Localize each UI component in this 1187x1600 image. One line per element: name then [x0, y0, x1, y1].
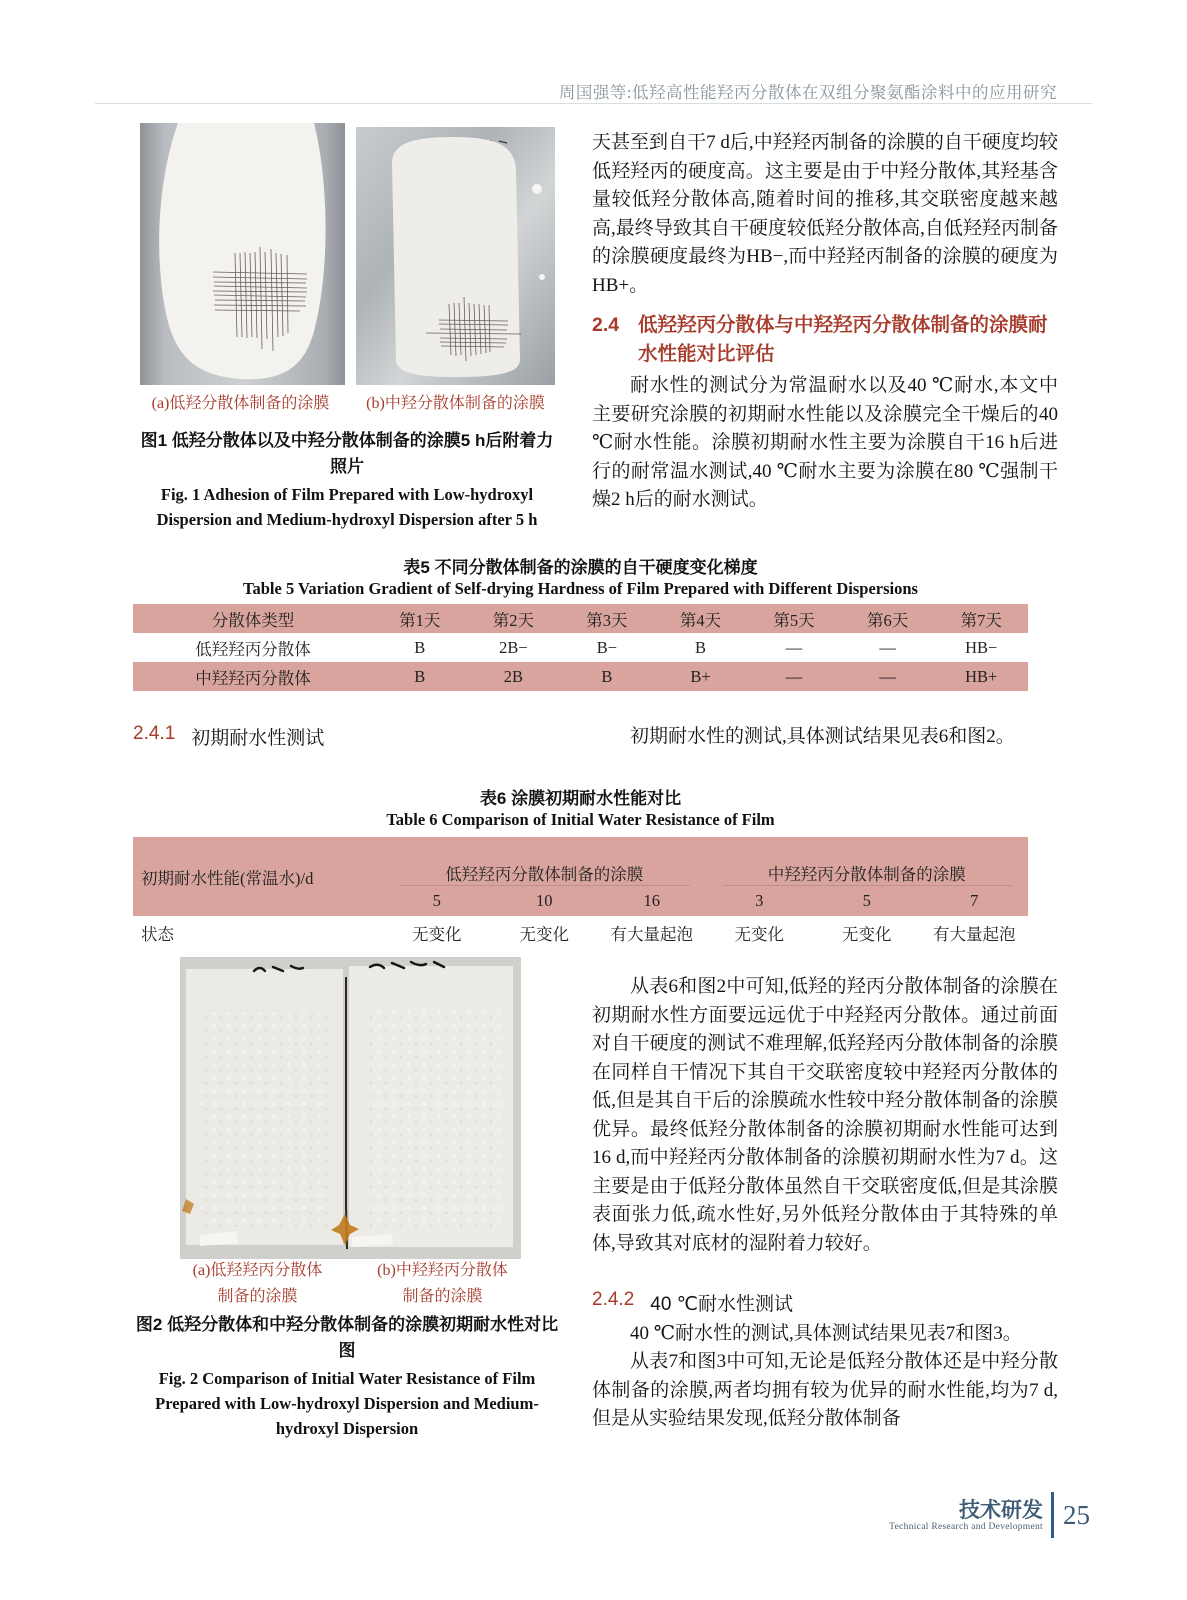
body-paragraph: 初期耐水性的测试,具体测试结果见表6和图2。 [630, 726, 1015, 747]
table5-title-en: Table 5 Variation Gradient of Self-drying Hardness of Film Prepared with Different Dispersions [243, 579, 918, 598]
section-title: 初期耐水性测试 [191, 728, 325, 749]
paint-spot [539, 274, 545, 280]
table5-header-cell: 第2天 [492, 610, 534, 630]
table6-cell: 无变化 [383, 916, 491, 950]
table6-cell: 无变化 [491, 916, 599, 950]
body-paragraph: 从表6和图2中可知,低羟的羟丙分散体制备的涂膜在初期耐水性方面要远远优于中羟羟丙分散体。通过前面对自干硬度的测试不难理解,低羟羟丙分散体制备的涂膜在同样自干情况下其自干交联密度较中羟羟丙分散体的低,但是其自干后的涂膜疏水性较中羟分散体制备的涂膜优异。最终低羟分散体制备的涂膜初期耐水性能可达到16 d,而中羟羟丙分散体制备的涂膜初期耐水性为7 d。这主要是由于低羟分散体虽然自干交联密度低,但是其涂膜表面张力低,疏水性好,另外低羟分散体由于其特殊的单体,导致其对底材的湿附着力较好。 [592, 976, 1058, 1254]
table5-cell: B+ [690, 666, 711, 686]
table5-header-cell: 第1天 [399, 610, 441, 630]
table6-subheader-cell: 5 [432, 891, 441, 910]
table5-cell: B [601, 666, 613, 686]
table5-cell: 中羟羟丙分散体 [195, 668, 311, 688]
table5-cell: — [879, 637, 896, 657]
table6-group1-label: 低羟羟丙分散体制备的涂膜 [399, 837, 690, 886]
footer-divider-bar [1051, 1492, 1054, 1538]
body-paragraph: 耐水性的测试分为常温耐水以及40 ℃耐水,本文中主要研究涂膜的初期耐水性能以及涂膜完全干燥后的40 ℃耐水性能。涂膜初期耐水性主要为涂膜自干16 h后进行的耐常温水测试,40 ℃耐水主要为涂膜在80 ℃强制干燥2 h后的耐水测试。 [592, 375, 1058, 510]
footer [889, 1492, 1090, 1538]
table5-cell: B [414, 666, 426, 686]
table5-cell: B− [596, 637, 618, 657]
section-number: 2.4.1 [133, 723, 176, 744]
paint-spot [532, 184, 542, 194]
blister-texture [365, 1007, 500, 1232]
table6-title-zh: 表6 涂膜初期耐水性能对比 [479, 789, 682, 808]
figure1-photo-labels [133, 390, 563, 413]
table5-header-cell: 第6天 [866, 610, 909, 630]
table5-cell: B [414, 637, 426, 657]
figure2a-label [165, 1258, 350, 1310]
table5-row [133, 662, 1028, 691]
figure2-photo [180, 957, 521, 1259]
figure2a-label-line2: 制备的涂膜 [217, 1288, 298, 1305]
figure2b-label [350, 1258, 535, 1310]
figure1-title-zh: 图1 低羟分散体以及中羟分散体制备的涂膜5 h后附着力照片 [140, 431, 554, 476]
table5-header-cell: 分散体类型 [211, 610, 295, 630]
figure2-title-en: Fig. 2 Comparison of Initial Water Resistance of Film Prepared with Low-hydroxyl Dispersion and Medium-hydroxyl Dispersion [155, 1369, 539, 1438]
section-2-4-1-heading [133, 723, 324, 750]
table5-cell: — [879, 666, 896, 686]
section-number: 2.4.2 [592, 1289, 635, 1310]
table6-subheader-cell: 3 [755, 891, 764, 910]
section-2-4-2-heading [592, 1289, 793, 1316]
table6-title-en: Table 6 Comparison of Initial Water Resistance of Film [386, 810, 775, 829]
section-2-4-heading [592, 311, 1058, 369]
white-coating-film [159, 123, 325, 379]
table6-cell: 有大量起泡 [921, 916, 1029, 950]
table5-cell: 2B [503, 666, 523, 686]
table5-cell: B [694, 637, 706, 657]
footer-section-name [889, 1499, 1043, 1532]
figure1-title-en: Fig. 1 Adhesion of Film Prepared with Low-hydroxyl Dispersion and Medium-hydroxyl Dispersion after 5 h [156, 485, 538, 529]
header-divider [95, 103, 1092, 104]
table6-group-header-row [133, 837, 1028, 886]
table6-subheader-cell: 10 [536, 891, 553, 910]
table5-cell: HB− [965, 637, 998, 657]
figure2-photo-labels [165, 1258, 535, 1310]
blister-texture [200, 1012, 330, 1227]
table6-row-header: 初期耐水性能(常温水)/d [141, 868, 314, 888]
table5-cell: 低羟羟丙分散体 [195, 639, 311, 659]
figure1b-photo [356, 127, 555, 385]
figure2a-label-line1: (a)低羟羟丙分散体 [192, 1262, 323, 1279]
white-coating-film [392, 137, 520, 377]
table6 [133, 837, 1028, 950]
table6-cell: 有大量起泡 [598, 916, 706, 950]
footer-section-zh: 技术研发 [959, 1498, 1043, 1522]
table6-cell: 无变化 [706, 916, 814, 950]
table6-subheader-cell: 7 [970, 891, 979, 910]
figure2b-label-line2: 制备的涂膜 [402, 1288, 483, 1305]
running-title: 周国强等:低羟高性能羟丙分散体在双组分聚氨酯涂料中的应用研究 [558, 83, 1057, 102]
table6-cell: 无变化 [813, 916, 921, 950]
table5-cell: — [785, 666, 803, 686]
table6-body-row [133, 916, 1028, 950]
table6-group1-header [383, 837, 706, 886]
figure2b-label-line1: (b)中羟羟丙分散体 [377, 1262, 508, 1279]
body-paragraph: 天甚至到自干7 d后,中羟羟丙制备的涂膜的自干硬度均较低羟羟丙的硬度高。这主要是由于中羟分散体,其羟基含量较低羟分散体高,随着时间的推移,其交联密度越来越高,最终导致其自干硬度较低羟分散体高,自低羟羟丙制备的涂膜硬度最终为HB−,而中羟羟丙制备的涂膜的硬度为HB+。 [592, 132, 1058, 296]
table5-row [133, 633, 1028, 662]
table5-cell: 2B− [499, 637, 528, 657]
table6-subheader-cell: 5 [862, 891, 871, 910]
table5-title-zh: 表5 不同分散体制备的涂膜的自干硬度变化梯度 [403, 558, 758, 577]
table6-body-label: 状态 [133, 916, 383, 950]
section-number: 2.4 [592, 314, 620, 336]
table5-header-row [133, 604, 1028, 633]
figure2-title-zh: 图2 低羟分散体和中羟分散体制备的涂膜初期耐水性对比图 [135, 1315, 559, 1360]
table5-cell: HB+ [965, 666, 998, 686]
table5-cell: — [785, 637, 803, 657]
table5-header-cell: 第3天 [586, 610, 628, 630]
section-title: 低羟羟丙分散体与中羟羟丙分散体制备的涂膜耐水性能对比评估 [638, 314, 1048, 365]
table6-group2-label: 中羟羟丙分散体制备的涂膜 [722, 837, 1013, 886]
figure1a-label: (a)低羟分散体制备的涂膜 [151, 395, 330, 412]
table6-group2-header [706, 837, 1029, 886]
table5-header-cell: 第4天 [679, 610, 722, 630]
footer-section-en: Technical Research and Development [889, 1521, 1043, 1532]
figure1b-label: (b)中羟分散体制备的涂膜 [366, 395, 545, 412]
body-paragraph: 40 ℃耐水性的测试,具体测试结果见表7和图3。 [630, 1323, 1022, 1344]
table5-header-cell: 第7天 [960, 610, 1002, 630]
table6-subheader-cell: 16 [643, 891, 660, 910]
section-title: 40 ℃耐水性测试 [650, 1294, 794, 1315]
table5-header-cell: 第5天 [773, 610, 815, 630]
body-paragraph: 从表7和图3中可知,无论是低羟分散体还是中羟分散体制备的涂膜,两者均拥有较为优异的耐水性能,均为7 d,但是从实验结果发现,低羟分散体制备 [592, 1351, 1058, 1429]
table5 [133, 604, 1028, 691]
figure1a-photo [140, 123, 345, 385]
page-number: 25 [1063, 1499, 1090, 1530]
panel-gap-line [346, 977, 347, 1249]
